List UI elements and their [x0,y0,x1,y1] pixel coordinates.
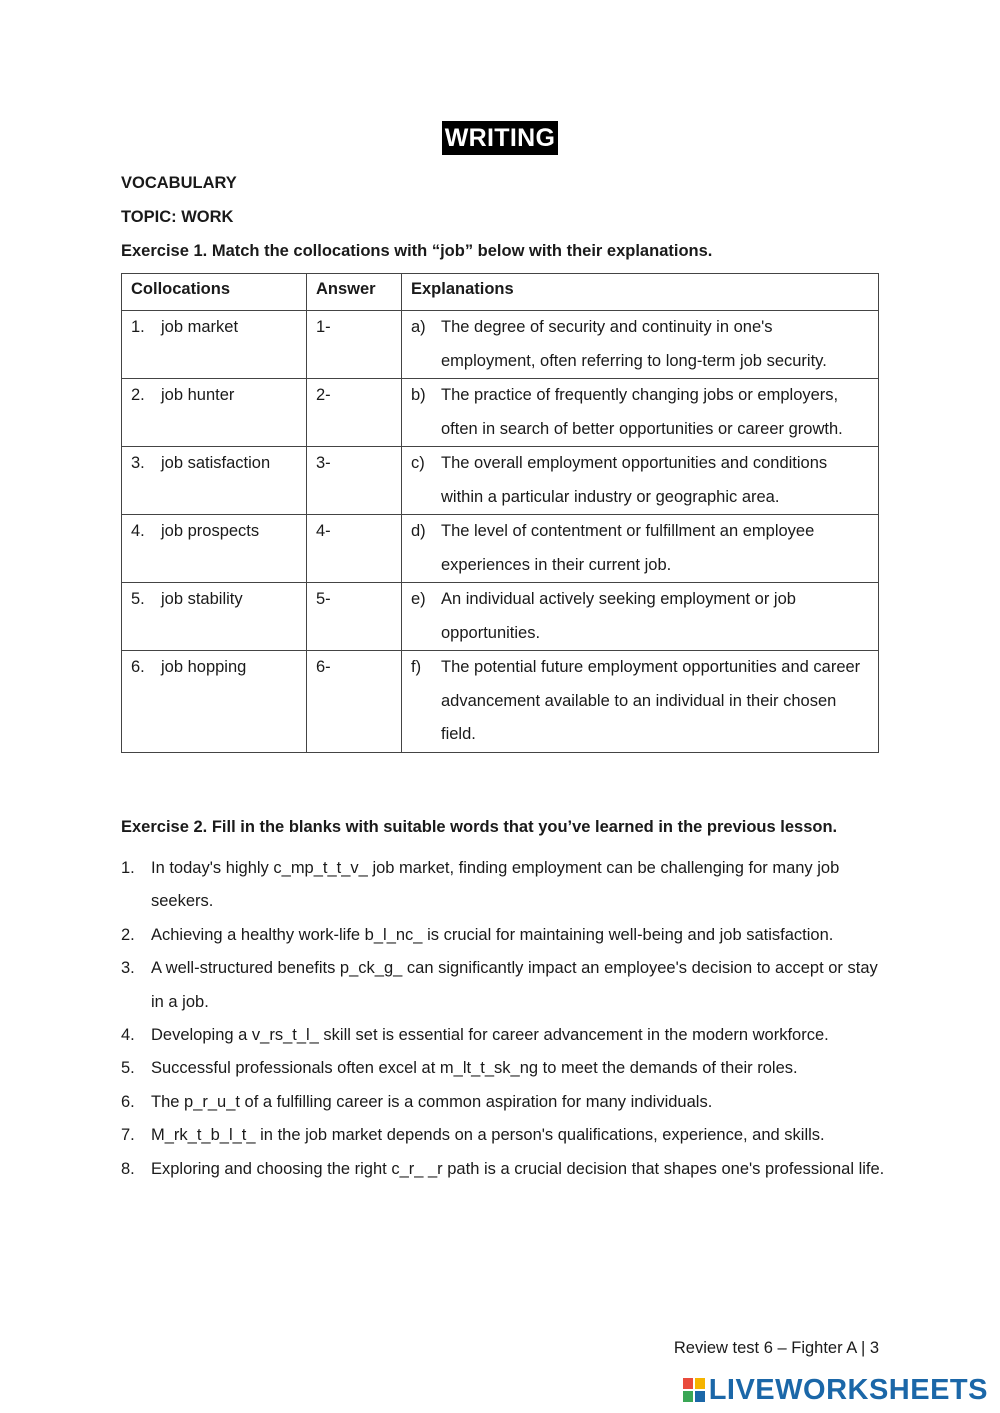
item-number: 2. [121,925,135,944]
explanation-letter: d) [411,522,426,540]
footer-page-label: Review test 6 – Fighter A | 3 [673,1339,879,1357]
list-item [121,952,891,1019]
list-item [121,919,891,952]
header-collocations: Collocations [122,274,307,311]
answer-cell[interactable]: 4- [307,515,402,583]
explanation-cell [402,583,879,651]
topic-label: TOPIC: WORK [121,208,234,226]
explanation-text: The potential future employment opportunities and career advancement available to an individual in their chosen field. [441,658,861,743]
item-number: 6. [121,1092,135,1111]
explanation-letter: c) [411,454,425,472]
item-number: 3. [121,959,135,978]
logo-square [683,1378,693,1389]
logo-square [695,1391,705,1402]
item-text[interactable]: Developing a v_rs_t_l_ skill set is essential for career advancement in the modern workforce. [151,1026,829,1045]
table-row [122,311,879,379]
exercise2-list [121,852,891,1186]
table-header-row [122,274,879,311]
table-row [122,583,879,651]
item-number: 1. [121,859,135,877]
item-text[interactable]: M_rk_t_b_l_t_ in the job market depends on a person's qualifications, experience, and skills. [151,1126,825,1145]
table-row [122,651,879,753]
item-text[interactable]: The p_r_u_t of a fulfilling career is a common aspiration for many individuals. [151,1092,713,1111]
exercise1-instruction: Exercise 1. Match the collocations with “job” below with their explanations. [121,242,713,260]
explanation-cell [402,379,879,447]
item-text[interactable]: Exploring and choosing the right c_r_ _r path is a crucial decision that shapes one's professional life. [151,1159,885,1178]
explanation-text: The level of contentment or fulfillment an employee experiences in their current job. [441,522,815,574]
collocation-number: 6. [131,658,145,676]
explanation-cell [402,515,879,583]
item-number: 4. [121,1026,135,1045]
explanation-cell [402,447,879,515]
collocation-cell [122,515,307,583]
page-title: WRITING [442,121,558,155]
item-number: 5. [121,1059,135,1078]
header-answer: Answer [307,274,402,311]
logo-square [695,1378,705,1389]
list-item [121,1019,891,1052]
exercise2-instruction: Exercise 2. Fill in the blanks with suitable words that you’ve learned in the previous lesson. [121,818,838,836]
answer-cell[interactable]: 5- [307,583,402,651]
explanation-letter: a) [411,318,426,336]
list-item [121,1052,891,1085]
explanation-cell [402,311,879,379]
liveworksheets-logo-icon [683,1378,705,1402]
item-text[interactable]: In today's highly c_mp_t_t_v_ job market, finding employment can be challenging for many job seekers. [151,859,840,911]
list-item [121,852,891,919]
collocation-cell [122,583,307,651]
item-number: 8. [121,1159,135,1178]
collocation-term: job stability [161,590,243,608]
collocation-number: 1. [131,318,145,336]
collocation-number: 3. [131,454,145,472]
item-text[interactable]: Successful professionals often excel at m_lt_t_sk_ng to meet the demands of their roles. [151,1059,798,1078]
item-number: 7. [121,1126,135,1145]
list-item [121,1119,891,1152]
logo-square [683,1391,693,1402]
brand-name: LIVEWORKSHEETS [708,1373,988,1406]
collocation-term: job hopping [161,658,247,676]
collocations-table [121,273,879,753]
explanation-letter: e) [411,590,426,608]
collocation-term: job hunter [161,386,235,404]
collocation-cell [122,379,307,447]
collocation-number: 4. [131,522,145,540]
collocation-cell [122,651,307,753]
answer-cell[interactable]: 1- [307,311,402,379]
page-title-container [0,121,1000,155]
header-explanations: Explanations [402,274,879,311]
liveworksheets-brand[interactable] [683,1372,988,1408]
item-text[interactable]: A well-structured benefits p_ck_g_ can significantly impact an employee's decision to accept or stay in a job. [151,959,878,1011]
collocation-term: job prospects [161,522,260,540]
table-row [122,379,879,447]
explanation-text: An individual actively seeking employment or job opportunities. [441,590,796,642]
answer-cell[interactable]: 6- [307,651,402,753]
explanation-text: The practice of frequently changing jobs or employers, often in search of better opportunities or career growth. [441,386,843,438]
collocation-cell [122,447,307,515]
list-item [121,1086,891,1119]
collocation-number: 2. [131,386,145,404]
explanation-text: The degree of security and continuity in one's employment, often referring to long-term job security. [441,318,827,370]
collocation-term: job market [161,318,239,336]
explanation-letter: f) [411,658,422,676]
table-row [122,515,879,583]
explanation-cell [402,651,879,753]
vocabulary-label: VOCABULARY [121,174,237,192]
item-text[interactable]: Achieving a healthy work-life b_l_nc_ is crucial for maintaining well-being and job satisfaction. [151,925,834,944]
collocation-cell [122,311,307,379]
answer-cell[interactable]: 3- [307,447,402,515]
collocation-number: 5. [131,590,145,608]
collocation-term: job satisfaction [161,454,271,472]
answer-cell[interactable]: 2- [307,379,402,447]
list-item [121,1153,891,1186]
explanation-letter: b) [411,386,426,404]
explanation-text: The overall employment opportunities and conditions within a particular industry or geographic area. [441,454,828,506]
table-row [122,447,879,515]
